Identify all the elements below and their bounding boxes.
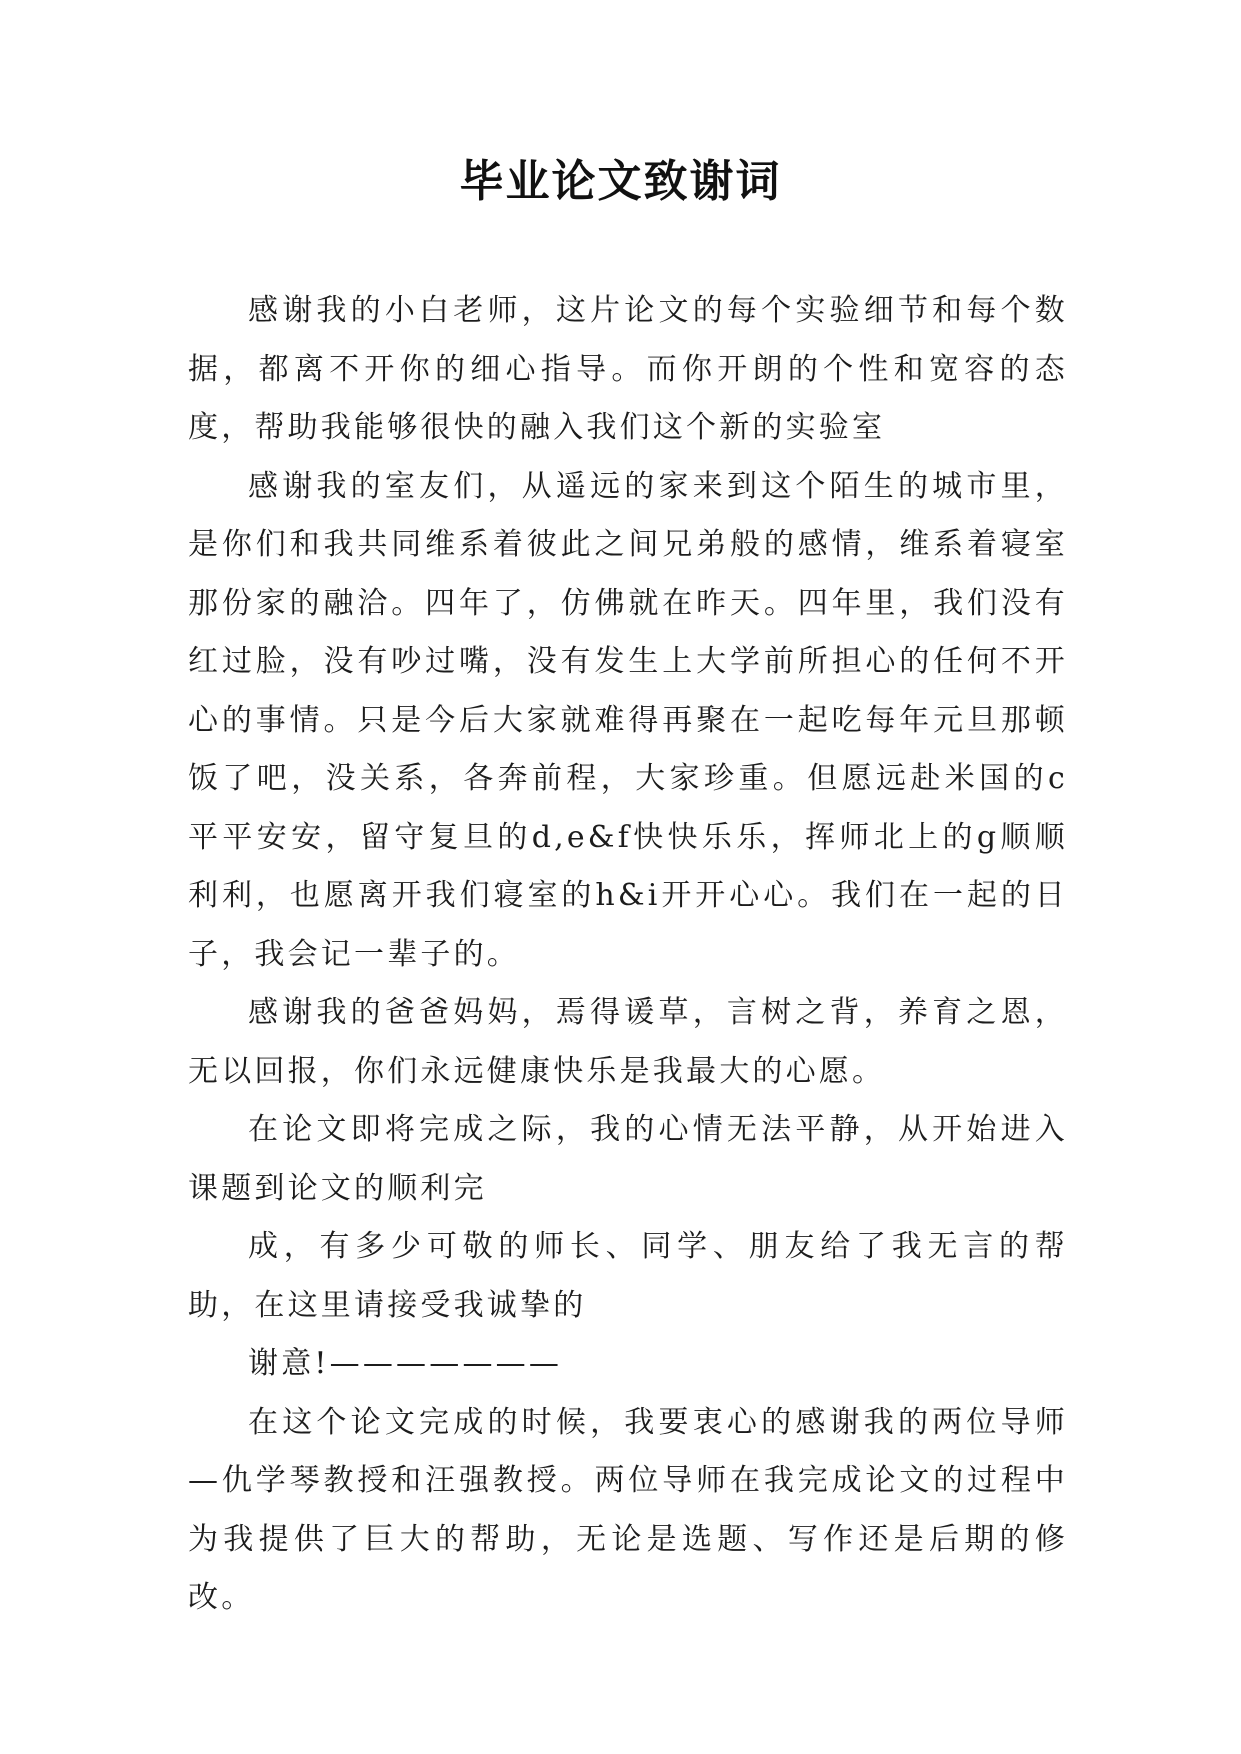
- paragraph-help-thanks: 成，有多少可敬的师长、同学、朋友给了我无言的帮助，在这里请接受我诚挚的: [188, 1229, 1068, 1323]
- paragraph-teacher-thanks: 感谢我的小白老师，这片论文的每个实验细节和每个数据，都离不开你的细心指导。而你开朗的个性和宽容的态度，帮助我能够很快的融入我们这个新的实验室: [188, 293, 1068, 445]
- paragraph-advisors-thanks: 在这个论文完成的时候，我要衷心的感谢我的两位导师—仇学琴教授和汪强教授。两位导师在我完成论文的过程中为我提供了巨大的帮助，无论是选题、写作还是后期的修改。: [188, 1404, 1068, 1615]
- paragraph-parents-thanks: 感谢我的爸爸妈妈，焉得谖草，言树之背，养育之恩，无以回报，你们永远健康快乐是我最大的心愿。: [188, 995, 1068, 1089]
- document-body: [188, 282, 1068, 1628]
- document-title: 毕业论文致谢词: [459, 156, 782, 207]
- paragraph-gratitude: 谢意!———————: [248, 1346, 563, 1381]
- paragraph-completion-intro: 在论文即将完成之际，我的心情无法平静，从开始进入课题到论文的顺利完: [188, 1112, 1068, 1206]
- paragraph-roommates-thanks: 感谢我的室友们，从遥远的家来到这个陌生的城市里，是你们和我共同维系着彼此之间兄弟般的感情，维系着寝室那份家的融洽。四年了，仿佛就在昨天。四年里，我们没有红过脸，没有吵过嘴，没有发生上大学前所担心的任何不开心的事情。只是今后大家就难得再聚在一起吃每年元旦那顿饭了吧，没关系，各奔前程，大家珍重。但愿远赴米国的c平平安安，留守复旦的d,e&f快快乐乐，挥师北上的g顺顺利利，也愿离开我们寝室的h&i开开心心。我们在一起的日子，我会记一辈子的。: [188, 468, 1068, 972]
